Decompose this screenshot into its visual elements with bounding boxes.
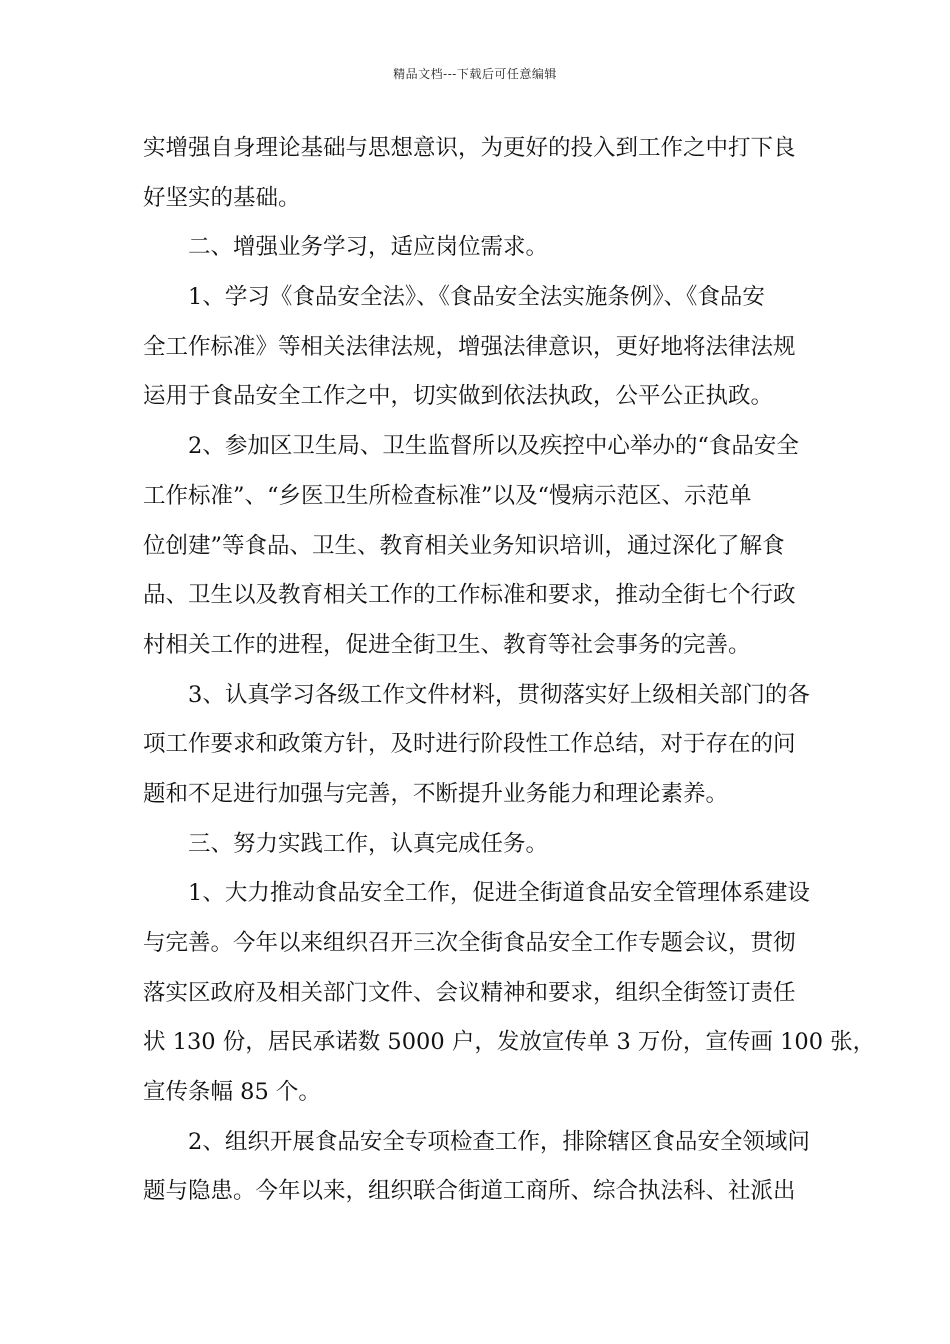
text-line: 实增强自身理论基础与思想意识，为更好的投入到工作之中打下良 — [143, 135, 796, 161]
text-line: 1、学习《食品安全法》、《食品安全法实施条例》、《食品安 — [188, 284, 765, 311]
document-body — [143, 124, 876, 1217]
text-line: 项工作要求和政策方针，及时进行阶段性工作总结，对于存在的问 — [143, 731, 796, 758]
text-line: 运用于食品安全工作之中，切实做到依法执政，公平公正执政。 — [143, 383, 774, 410]
text-line: 状 130 份，居民承诺数 5000 户，发放宣传单 3 万份，宣传画 100 张， — [143, 1029, 876, 1056]
text-line: 村相关工作的进程，促进全街卫生、教育等社会事务的完善。 — [143, 631, 751, 658]
text-line: 与完善。今年以来组织召开三次全街食品安全工作专题会议，贯彻 — [143, 930, 796, 956]
page-header: 精品文档---下载后可任意编辑 — [393, 67, 557, 81]
text-line: 2、参加区卫生局、卫生监督所以及疾控中心举办的“食品安全 — [188, 433, 799, 460]
text-line: 1、大力推动食品安全工作，促进全街道食品安全管理体系建设 — [188, 880, 810, 907]
text-line: 品、卫生以及教育相关工作的工作标准和要求，推动全街七个行政 — [143, 582, 796, 609]
text-line: 3、认真学习各级工作文件材料，贯彻落实好上级相关部门的各 — [188, 681, 810, 708]
text-line: 2、组织开展食品安全专项检查工作，排除辖区食品安全领域问 — [188, 1128, 810, 1155]
text-line: 全工作标准》等相关法律法规，增强法律意识，更好地将法律法规 — [143, 333, 796, 360]
text-line: 落实区政府及相关部门文件、会议精神和要求，组织全街签订责任 — [143, 979, 796, 1006]
text-line: 好坚实的基础。 — [143, 184, 301, 211]
text-line: 位创建”等食品、卫生、教育相关业务知识培训，通过深化了解食 — [143, 532, 785, 559]
text-line: 题与隐患。今年以来，组织联合街道工商所、综合执法科、社派出 — [143, 1178, 796, 1205]
section-heading: 二、增强业务学习，适应岗位需求。 — [188, 234, 549, 261]
section-heading: 三、努力实践工作，认真完成任务。 — [188, 830, 549, 857]
text-line: 题和不足进行加强与完善，不断提升业务能力和理论素养。 — [143, 780, 729, 807]
text-line: 宣传条幅 85 个。 — [143, 1079, 321, 1106]
text-line: 工作标准”、“乡医卫生所检查标准”以及“慢病示范区、示范单 — [143, 482, 752, 509]
